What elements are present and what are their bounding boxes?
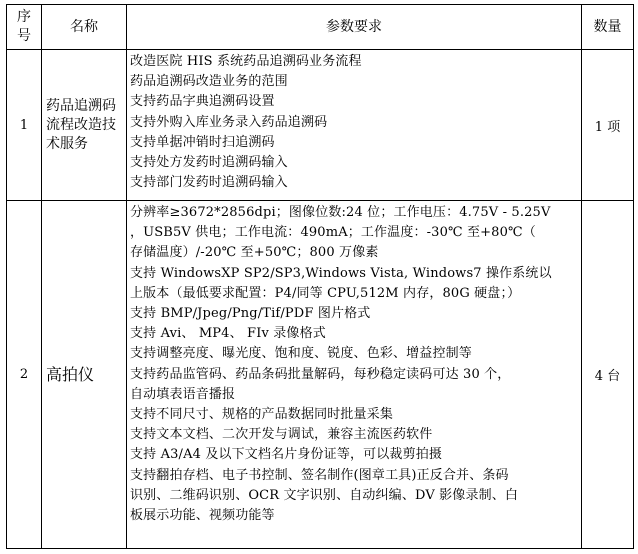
param-line: 支持单据冲销时扫追溯码 bbox=[130, 134, 275, 150]
param-line: 支持 BMP/Jpeg/Png/Tif/PDF 图片格式 bbox=[130, 306, 371, 322]
param-line: ，USB5V 供电；工作电流：490mA；工作温度：-30℃ 至+80℃（ bbox=[130, 225, 536, 241]
param-line: 支持文本文档、二次开发与调试，兼容主流医药软件 bbox=[130, 427, 433, 443]
param-line: 上版本（最低要求配置：P4/同等 CPU,512M 内存，80G 硬盘；） bbox=[130, 285, 521, 301]
header-no-label: 序号 bbox=[17, 9, 31, 44]
param-line: 支持处方发药时追溯码输入 bbox=[130, 155, 288, 171]
param-line: 支持 A3/A4 及以下文档名片身份证等，可以裁剪拍摄 bbox=[130, 447, 443, 463]
param-line: 支持外购入库业务录入药品追溯码 bbox=[130, 114, 328, 130]
header-row bbox=[7, 5, 634, 50]
item-params bbox=[127, 50, 582, 201]
param-line: 支持药品字典追溯码设置 bbox=[130, 94, 275, 110]
param-line: 板展示功能、视频功能等 bbox=[130, 508, 275, 524]
param-line: 支持翻拍存档、电子书控制、签名制作(图章工具)正反合并、条码 bbox=[130, 467, 509, 483]
item-name: 高拍仪 bbox=[42, 201, 127, 549]
header-qty: 数量 bbox=[582, 5, 634, 50]
row-number: 1 bbox=[7, 50, 42, 201]
param-line: 识别、二维码识别、OCR 文字识别、自动纠编、DV 影像录制、白 bbox=[130, 487, 519, 503]
param-line: 支持药品监管码、药品条码批量解码，每秒稳定读码可达 30 个， bbox=[130, 366, 511, 382]
param-line: 支持不同尺寸、规格的产品数据同时批量采集 bbox=[130, 407, 394, 423]
row-number: 2 bbox=[7, 201, 42, 549]
param-line: 分辨率≥3672*2856dpi；图像位数:24 位；工作电压：4.75V - 5.25V bbox=[130, 205, 551, 220]
item-quantity: 1 项 bbox=[582, 50, 634, 201]
requirements-table bbox=[6, 4, 634, 549]
param-line: 支持调整亮度、曝光度、饱和度、锐度、色彩、增益控制等 bbox=[130, 346, 472, 362]
header-no bbox=[7, 5, 42, 50]
header-name: 名称 bbox=[42, 5, 127, 50]
param-line: 自动填表语音播报 bbox=[130, 386, 236, 402]
param-line: 存储温度）/-20℃ 至+50℃；800 万像素 bbox=[130, 245, 379, 261]
param-line: 支持 Avi、 MP4、 FIv 录像格式 bbox=[130, 326, 326, 342]
param-line: 药品追溯码改造业务的范围 bbox=[130, 74, 288, 90]
param-line: 改造医院 HIS 系统药品追溯码业务流程 bbox=[130, 54, 362, 69]
table-row bbox=[7, 201, 634, 549]
param-line: 支持部门发药时追溯码输入 bbox=[130, 175, 288, 191]
item-quantity: 4 台 bbox=[582, 201, 634, 549]
param-line: 支持 WindowsXP SP2/SP3,Windows Vista, Windows7 操作系统以 bbox=[130, 265, 552, 281]
item-name: 药品追溯码流程改造技术服务 bbox=[42, 50, 127, 201]
header-params: 参数要求 bbox=[127, 5, 582, 50]
item-params bbox=[127, 201, 582, 549]
table-row bbox=[7, 50, 634, 201]
